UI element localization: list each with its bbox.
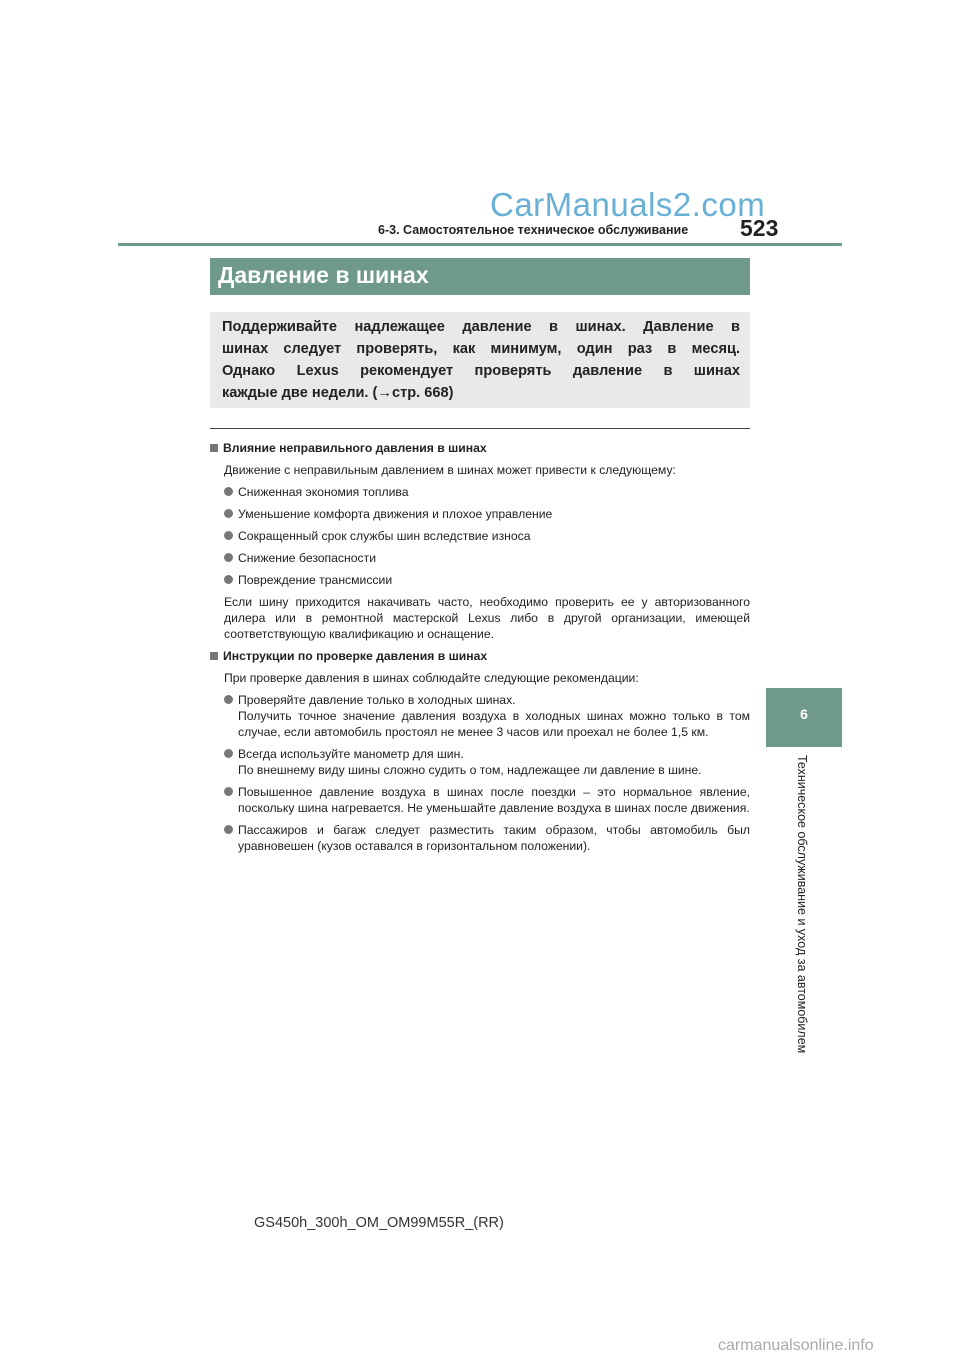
list-item: Повреждение трансмиссии [238,572,750,588]
list-item: Уменьшение комфорта движения и плохое управление [238,506,750,522]
circle-bullet-icon [224,487,233,496]
chapter-title-vertical: Техническое обслуживание и уход за автомобилем [795,755,809,1054]
intro-line: шинах следует проверять, как минимум, один раз в месяц. [222,341,740,357]
document-code: GS450h_300h_OM_OM99M55R_(RR) [254,1215,504,1231]
circle-bullet-icon [224,531,233,540]
main-content [210,440,750,860]
page-number: 523 [740,215,779,241]
intro-line: Поддерживайте надлежащее давление в шинах. Давление в [222,319,740,335]
intro-line: каждые две недели. (→стр. 668) [222,385,454,401]
watermark-logo: CarManuals2.com [490,186,766,223]
circle-bullet-icon [224,787,233,796]
watermark-footer: carmanualsonline.info [718,1337,874,1354]
circle-bullet-icon [224,825,233,834]
circle-bullet-icon [224,553,233,562]
list-item: Пассажиров и багаж следует разместить таким образом, чтобы автомобиль был уравновешен (кузов оставался в горизонтальном положении). [238,822,750,854]
section-heading: Влияние неправильного давления в шинах [210,440,750,456]
content-divider [210,428,750,429]
circle-bullet-icon [224,575,233,584]
circle-bullet-icon [224,695,233,704]
section-reference: 6-3. Самостоятельное техническое обслуживание [378,223,689,237]
list-item: Проверяйте давление только в холодных шинах. Получить точное значение давления воздуха в холодных шинах можно только в том случае, если автомобиль простоял не менее 3 часов или проехал не более 1,5 км. [238,692,750,740]
section-note: Если шину приходится накачивать часто, необходимо проверить ее у авторизованного дилера или в ремонтной мастерской Lexus либо в другой организации, имеющей соответствующую квалификацию и оснащение. [224,595,750,641]
circle-bullet-icon [224,749,233,758]
section-lead: Движение с неправильным давлением в шинах может привести к следующему: [224,463,676,477]
page-title: Давление в шинах [210,258,750,295]
list-item: Сниженная экономия топлива [238,484,750,500]
square-bullet-icon [210,444,218,452]
intro-line: Однако Lexus рекомендует проверять давление в шинах [222,363,740,379]
list-item: Сокращенный срок службы шин вследствие износа [238,528,750,544]
section-lead: При проверке давления в шинах соблюдайте следующие рекомендации: [224,671,639,685]
intro-box [210,312,750,408]
square-bullet-icon [210,652,218,660]
header-divider [118,243,842,246]
circle-bullet-icon [224,509,233,518]
list-item: Снижение безопасности [238,550,750,566]
list-item: Всегда используйте манометр для шин. По внешнему виду шины сложно судить о том, надлежащее ли давление в шине. [238,746,750,778]
section-heading: Инструкции по проверке давления в шинах [210,648,750,664]
chapter-tab[interactable]: 6 [766,688,842,747]
list-item: Повышенное давление воздуха в шинах после поездки – это нормальное явление, поскольку шина нагревается. Не уменьшайте давление воздуха в шинах после движения. [238,784,750,816]
